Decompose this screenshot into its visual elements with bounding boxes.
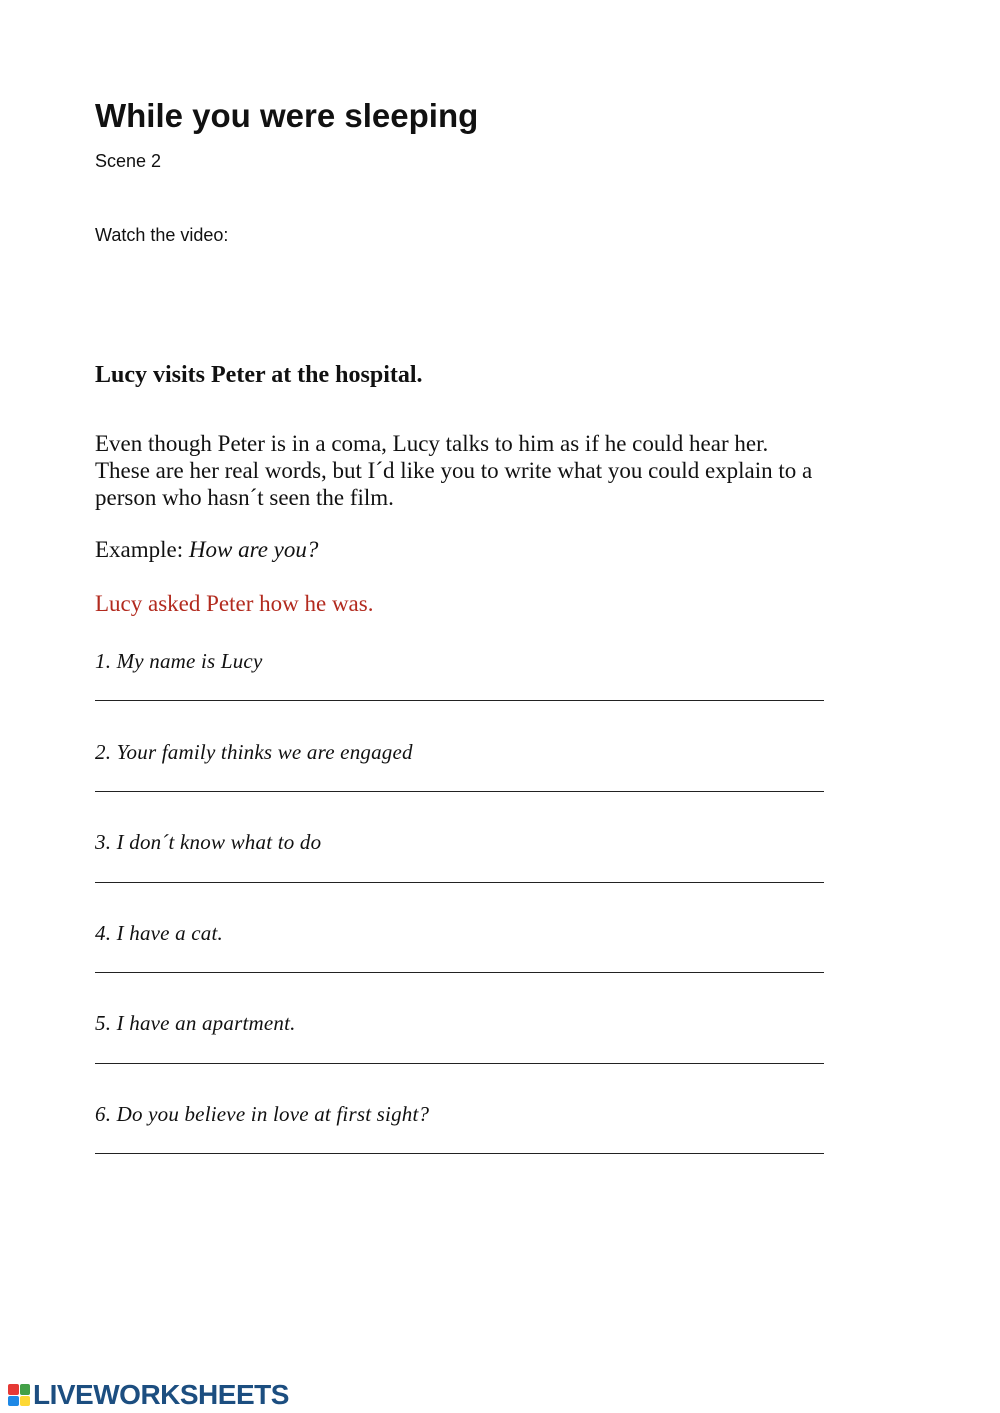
- section-heading: Lucy visits Peter at the hospital.: [95, 362, 423, 388]
- question-6: 6. Do you believe in love at first sight?: [95, 1102, 430, 1126]
- answer-line-1[interactable]: [95, 700, 824, 701]
- intro-line: These are her real words, but I´d like you to write what you could explain to a: [95, 458, 813, 483]
- logo-text: LIVEWORKSHEETS: [33, 1379, 289, 1410]
- intro-paragraph: [95, 430, 925, 511]
- worksheet-title: While you were sleeping: [95, 97, 479, 134]
- intro-line: person who hasn´t seen the film.: [95, 485, 394, 510]
- example-answer: Lucy asked Peter how he was.: [95, 591, 374, 616]
- scene-subtitle: Scene 2: [95, 151, 162, 171]
- answer-line-2[interactable]: [95, 791, 824, 792]
- question-5: 5. I have an apartment.: [95, 1011, 296, 1035]
- example-question: How are you?: [188, 537, 319, 562]
- example: [95, 537, 318, 563]
- answer-line-6[interactable]: [95, 1153, 824, 1154]
- question-2: 2. Your family thinks we are engaged: [95, 740, 413, 764]
- liveworksheets-logo: [8, 1380, 289, 1410]
- answer-line-4[interactable]: [95, 972, 824, 973]
- intro-line: Even though Peter is in a coma, Lucy talks to him as if he could hear her.: [95, 431, 769, 456]
- answer-line-3[interactable]: [95, 882, 824, 883]
- question-4: 4. I have a cat.: [95, 921, 223, 945]
- answer-line-5[interactable]: [95, 1063, 824, 1064]
- watch-instruction: Watch the video:: [95, 225, 229, 245]
- example-label: Example:: [95, 537, 189, 562]
- question-3: 3. I don´t know what to do: [95, 830, 322, 854]
- liveworksheets-logo-icon: [8, 1384, 30, 1406]
- question-1: 1. My name is Lucy: [95, 649, 263, 673]
